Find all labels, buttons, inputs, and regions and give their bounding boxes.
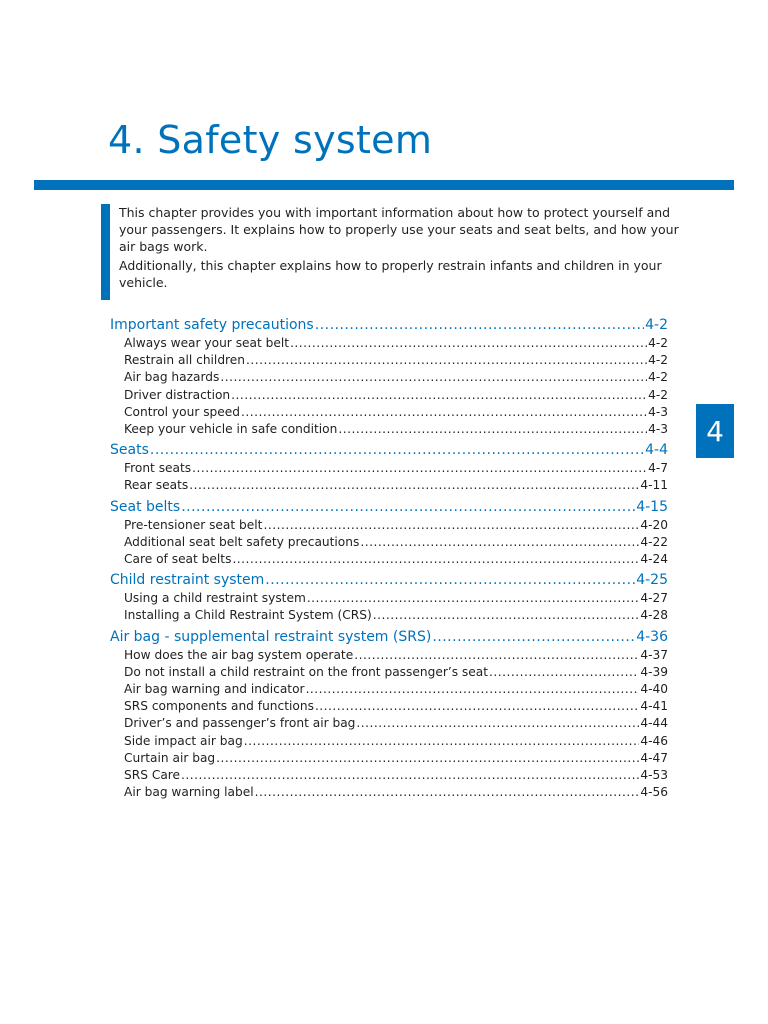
toc-item-title: Driver distraction (124, 387, 231, 402)
dot-leader (189, 477, 639, 494)
toc-item[interactable] (110, 369, 668, 386)
toc-page-number: 4-46 (640, 733, 668, 748)
toc-page-number: 4-56 (640, 785, 668, 800)
dot-leader (255, 784, 640, 801)
toc-section-title: Child restraint system (110, 572, 265, 589)
dot-leader (181, 767, 639, 784)
toc-item[interactable] (110, 387, 668, 404)
toc-page-number: 4-24 (640, 552, 668, 567)
toc-item[interactable] (110, 460, 668, 477)
toc-item[interactable] (110, 590, 668, 607)
dot-leader (263, 517, 639, 534)
toc-page-number: 4-53 (640, 768, 668, 783)
dot-leader (246, 352, 647, 369)
toc-page-number: 4-47 (640, 750, 668, 765)
toc-item[interactable] (110, 551, 668, 568)
toc-page-number: 4-2 (648, 370, 668, 385)
toc-item[interactable] (110, 647, 668, 664)
dot-leader (290, 335, 647, 352)
toc-page-number: 4-3 (648, 404, 668, 419)
toc-page-number: 4-11 (640, 478, 668, 493)
dot-leader (181, 498, 635, 517)
toc-page-number: 4-44 (640, 716, 668, 731)
toc-item-title: Using a child restraint system (124, 591, 306, 606)
toc-item-title: Curtain air bag (124, 750, 216, 765)
toc-item-title: SRS components and functions (124, 699, 314, 714)
toc-page-number: 4-25 (636, 572, 668, 589)
toc-section-title: Seat belts (110, 498, 181, 515)
dot-leader (356, 715, 639, 732)
dot-leader (244, 733, 640, 750)
dot-leader (338, 421, 647, 438)
toc-item-title: Pre-tensioner seat belt (124, 517, 263, 532)
toc-item[interactable] (110, 421, 668, 438)
title-rule (34, 180, 734, 190)
toc-page-number: 4-28 (640, 608, 668, 623)
toc-section-entry[interactable] (110, 571, 668, 590)
table-of-contents (110, 316, 668, 804)
toc-item[interactable] (110, 664, 668, 681)
toc-item-title: Installing a Child Restraint System (CRS) (124, 608, 372, 623)
intro-paragraph: This chapter provides you with important information about how to protect yourself and your passengers. It explains how to properly use your seats and seat belts, and how your air bags work. (119, 205, 679, 254)
dot-leader (232, 551, 639, 568)
intro-accent-bar (101, 204, 110, 300)
toc-item[interactable] (110, 750, 668, 767)
toc-item-title: Always wear your seat belt (124, 336, 290, 350)
toc-page-number: 4-15 (636, 498, 668, 515)
toc-item-title: How does the air bag system operate (124, 647, 354, 662)
dot-leader (241, 404, 647, 421)
toc-item[interactable] (110, 784, 668, 801)
toc-page-number: 4-39 (640, 664, 668, 679)
dot-leader (265, 571, 635, 590)
dot-leader (489, 664, 639, 681)
toc-page-number: 4-7 (648, 461, 668, 476)
toc-item-title: Air bag hazards (124, 370, 220, 385)
dot-leader (315, 316, 644, 335)
toc-item-title: Air bag warning and indicator (124, 682, 305, 697)
toc-section-title: Important safety precautions (110, 317, 314, 333)
toc-section-entry[interactable] (110, 498, 668, 517)
toc-page-number: 4-37 (640, 647, 668, 662)
chapter-title: 4. Safety system (108, 118, 433, 162)
toc-page-number: 4-2 (648, 387, 668, 402)
toc-item[interactable] (110, 517, 668, 534)
toc-item[interactable] (110, 715, 668, 732)
toc-page-number: 4-20 (640, 517, 668, 532)
toc-item-title: Air bag warning label (124, 785, 254, 800)
toc-page-number: 4-36 (636, 628, 668, 645)
toc-item-title: Restrain all children (124, 353, 246, 368)
toc-item[interactable] (110, 681, 668, 698)
dot-leader (315, 698, 639, 715)
toc-page-number: 4-2 (648, 353, 668, 368)
toc-item-title: Rear seats (124, 478, 189, 493)
dot-leader (231, 387, 647, 404)
dot-leader (360, 534, 639, 551)
toc-page-number: 4-4 (645, 442, 668, 459)
toc-section-title: Air bag - supplemental restraint system (SRS) (110, 628, 432, 645)
toc-item[interactable] (110, 352, 668, 369)
dot-leader (216, 750, 639, 767)
toc-item-title: Do not install a child restraint on the front passenger’s seat (124, 664, 489, 679)
toc-item[interactable] (110, 335, 668, 352)
toc-section-entry[interactable] (110, 441, 668, 460)
toc-item-title: SRS Care (124, 768, 181, 783)
toc-page-number: 4-22 (640, 534, 668, 549)
toc-item[interactable] (110, 404, 668, 421)
toc-item-title: Driver’s and passenger’s front air bag (124, 716, 356, 731)
toc-page-number: 4-3 (648, 422, 668, 437)
toc-page-number: 4-2 (648, 336, 668, 350)
chapter-tab-marker: 4 (696, 404, 734, 458)
toc-item[interactable] (110, 698, 668, 715)
toc-item-title: Front seats (124, 461, 192, 476)
toc-item[interactable] (110, 767, 668, 784)
dot-leader (307, 590, 640, 607)
dot-leader (306, 681, 640, 698)
toc-item[interactable] (110, 607, 668, 624)
intro-paragraph: Additionally, this chapter explains how to properly restrain infants and children in your vehicle. (119, 258, 662, 290)
toc-section (110, 571, 668, 624)
toc-item[interactable] (110, 733, 668, 750)
toc-item-title: Keep your vehicle in safe condition (124, 422, 338, 437)
toc-section-entry[interactable] (110, 628, 668, 647)
toc-page-number: 4-27 (640, 591, 668, 606)
toc-item-title: Side impact air bag (124, 733, 243, 748)
toc-section (110, 628, 668, 802)
toc-page-number: 4-41 (640, 699, 668, 714)
toc-item[interactable] (110, 477, 668, 494)
toc-section (110, 316, 668, 438)
dot-leader (354, 647, 639, 664)
dot-leader (150, 441, 644, 460)
dot-leader (373, 607, 640, 624)
chapter-intro (119, 204, 679, 293)
dot-leader (192, 460, 647, 477)
toc-page-number: 4-40 (640, 682, 668, 697)
toc-page-number: 4-2 (645, 317, 668, 333)
toc-item-title: Care of seat belts (124, 552, 232, 567)
toc-item-title: Control your speed (124, 404, 241, 419)
toc-section-entry[interactable] (110, 316, 668, 335)
toc-section-title: Seats (110, 442, 149, 459)
dot-leader (432, 628, 635, 647)
toc-item-title: Additional seat belt safety precautions (124, 534, 360, 549)
toc-section (110, 441, 668, 494)
dot-leader (220, 369, 647, 386)
toc-section (110, 498, 668, 569)
toc-item[interactable] (110, 534, 668, 551)
